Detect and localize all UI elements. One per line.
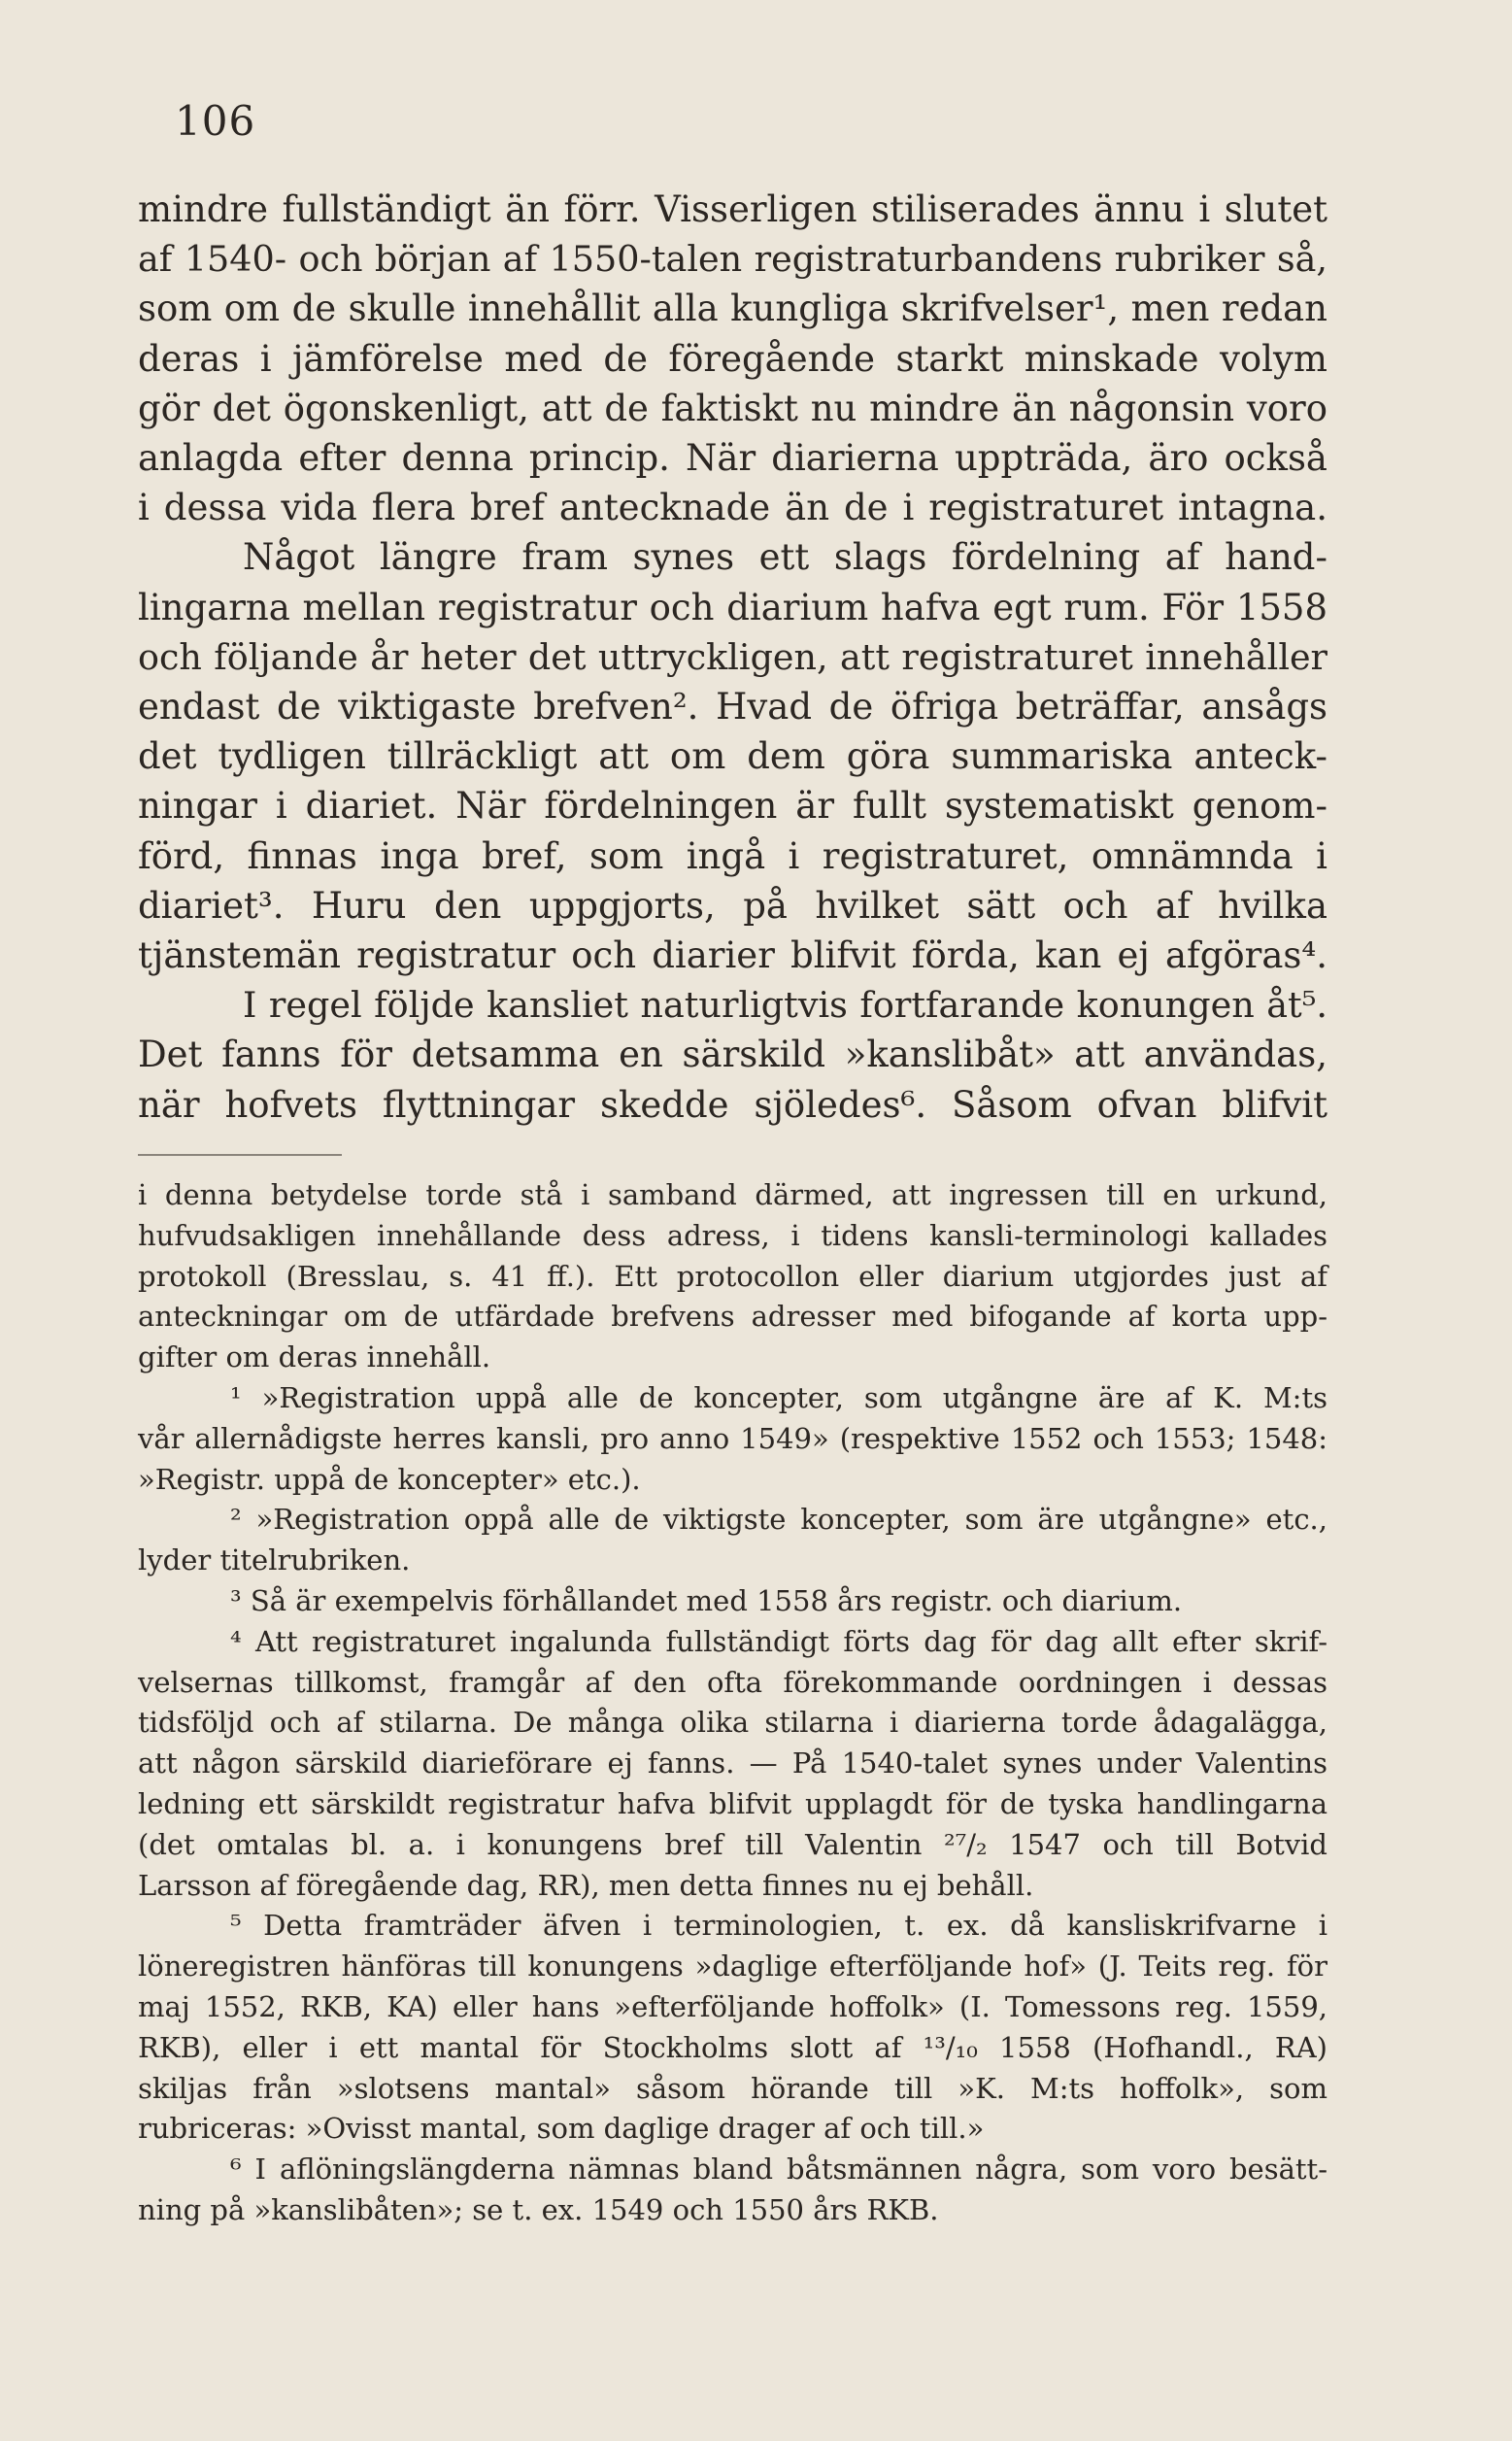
main-line: lingarna mellan registratur och diarium hafva egt rum. För 1558 [138,586,1327,628]
footnote-line: hufvudsakligen innehållande dess adress, i tidens kansli-terminologi kallades [138,1218,1327,1252]
footnote-line: ¹ »Registration uppå alle de koncepter, som utgångne äre af K. M:ts [230,1380,1327,1414]
footnote-line: maj 1552, RKB, KA) eller hans »efterföljande hoffolk» (I. Tomessons reg. 1559, [138,1989,1327,2023]
footnote-line: »Registr. uppå de koncepter» etc.). [138,1462,641,1496]
footnote-line: ⁵ Detta framträder äfven i terminologien, t. ex. då kansliskrifvarne i [230,1909,1327,1943]
main-line: i dessa vida flera bref antecknade än de i registraturet intagna. [138,487,1327,529]
footnotes [138,1175,1327,2231]
main-line: som om de skulle innehållit alla kungliga skrifvelser¹, men redan [138,288,1327,330]
main-line: Det fanns för detsamma en särskild »kanslibåt» att användas, [138,1034,1327,1076]
main-line: och följande år heter det uttryckligen, att registraturet innehåller [138,635,1327,678]
main-text [138,185,1327,1130]
footnote-line: tidsföljd och af stilarna. De många olika stilarna i diarierna torde ådagalägga, [138,1706,1327,1740]
footnote-line: RKB), eller i ett mantal för Stockholms slott af ¹³/₁₀ 1558 (Hofhandl., RA) [138,2030,1327,2064]
main-line: af 1540- och början af 1550-talen registraturbandens rubriker så, [138,238,1327,281]
footnote-line: (det omtalas bl. a. i konungens bref till Valentin ²⁷/₂ 1547 och till Botvid [138,1827,1327,1861]
footnote-line: vår allernådigste herres kansli, pro anno 1549» (respektive 1552 och 1553; 1548: [138,1421,1327,1455]
footnote-divider [138,1154,342,1156]
footnote-line: löneregistren hänföras till konungens »daglige efterföljande hof» (J. Teits reg. för [138,1949,1327,1983]
footnote-line: ⁴ Att registraturet ingalunda fullständigt förts dag för dag allt efter skrif- [230,1624,1327,1658]
footnote-line: ³ Så är exempelvis förhållandet med 1558 års registr. och diarium. [230,1583,1183,1617]
footnote-line: rubriceras: »Ovisst mantal, som daglige drager af och till.» [138,2112,985,2146]
main-line: när hofvets flyttningar skedde sjöledes⁶. Såsom ofvan blifvit [138,1083,1327,1126]
footnote-line: i denna betydelse torde stå i samband därmed, att ingressen till en urkund, [138,1178,1327,1211]
footnote-line: att någon särskild diarieförare ej fanns. — På 1540-talet synes under Valentins [138,1746,1327,1780]
footnote-line: ning på »kanslibåten»; se t. ex. 1549 och 1550 års RKB. [138,2192,939,2226]
main-line: gör det ögonskenligt, att de faktiskt nu mindre än någonsin voro [138,387,1327,429]
page-number: 106 [175,97,256,145]
main-line: tjänstemän registratur och diarier blifvit förda, kan ej afgöras⁴. [138,934,1327,977]
main-line: förd, finnas inga bref, som ingå i registraturet, omnämnda i [138,834,1327,877]
main-line: det tydligen tillräckligt att om dem göra summariska anteck- [138,735,1327,778]
footnote-line: protokoll (Bresslau, s. 41 ff.). Ett protocollon eller diarium utgjordes just af [138,1259,1327,1293]
main-line: deras i jämförelse med de föregående starkt minskade volym [138,337,1327,380]
main-line: mindre fullständigt än förr. Visserligen stiliserades ännu i slutet [138,188,1327,230]
footnote-line: anteckningar om de utfärdade brefvens adresser med bifogande af korta upp- [138,1300,1327,1334]
footnote-line: Larsson af föregående dag, RR), men detta finnes nu ej behåll. [138,1868,1034,1902]
footnote-line: gifter om deras innehåll. [138,1340,491,1374]
main-line: anlagda efter denna princip. När diarierna uppträda, äro också [138,437,1327,480]
main-line: diariet³. Huru den uppgjorts, på hvilket sätt och af hvilka [138,884,1327,927]
main-line: Något längre fram synes ett slags fördelning af hand- [243,536,1327,579]
main-line: endast de viktigaste brefven². Hvad de öfriga beträffar, ansågs [138,686,1327,729]
footnote-line: skiljas från »slotsens mantal» såsom hörande till »K. M:ts hoffolk», som [138,2071,1327,2105]
footnote-line: velsernas tillkomst, framgår af den ofta förekommande oordningen i dessas [138,1665,1327,1699]
main-line: ningar i diariet. När fördelningen är fullt systematiskt genom- [138,785,1327,828]
footnote-line: ledning ett särskildt registratur hafva blifvit upplagdt för de tyska handlingarna [138,1786,1327,1820]
main-line: I regel följde kansliet naturligtvis fortfarande konungen åt⁵. [243,984,1327,1027]
footnote-line: ² »Registration oppå alle de viktigste koncepter, som äre utgångne» etc., [230,1503,1327,1537]
footnote-line: ⁶ I aflöningslängderna nämnas bland båtsmännen några, som voro besätt- [230,2153,1327,2187]
footnote-line: lyder titelrubriken. [138,1543,411,1577]
